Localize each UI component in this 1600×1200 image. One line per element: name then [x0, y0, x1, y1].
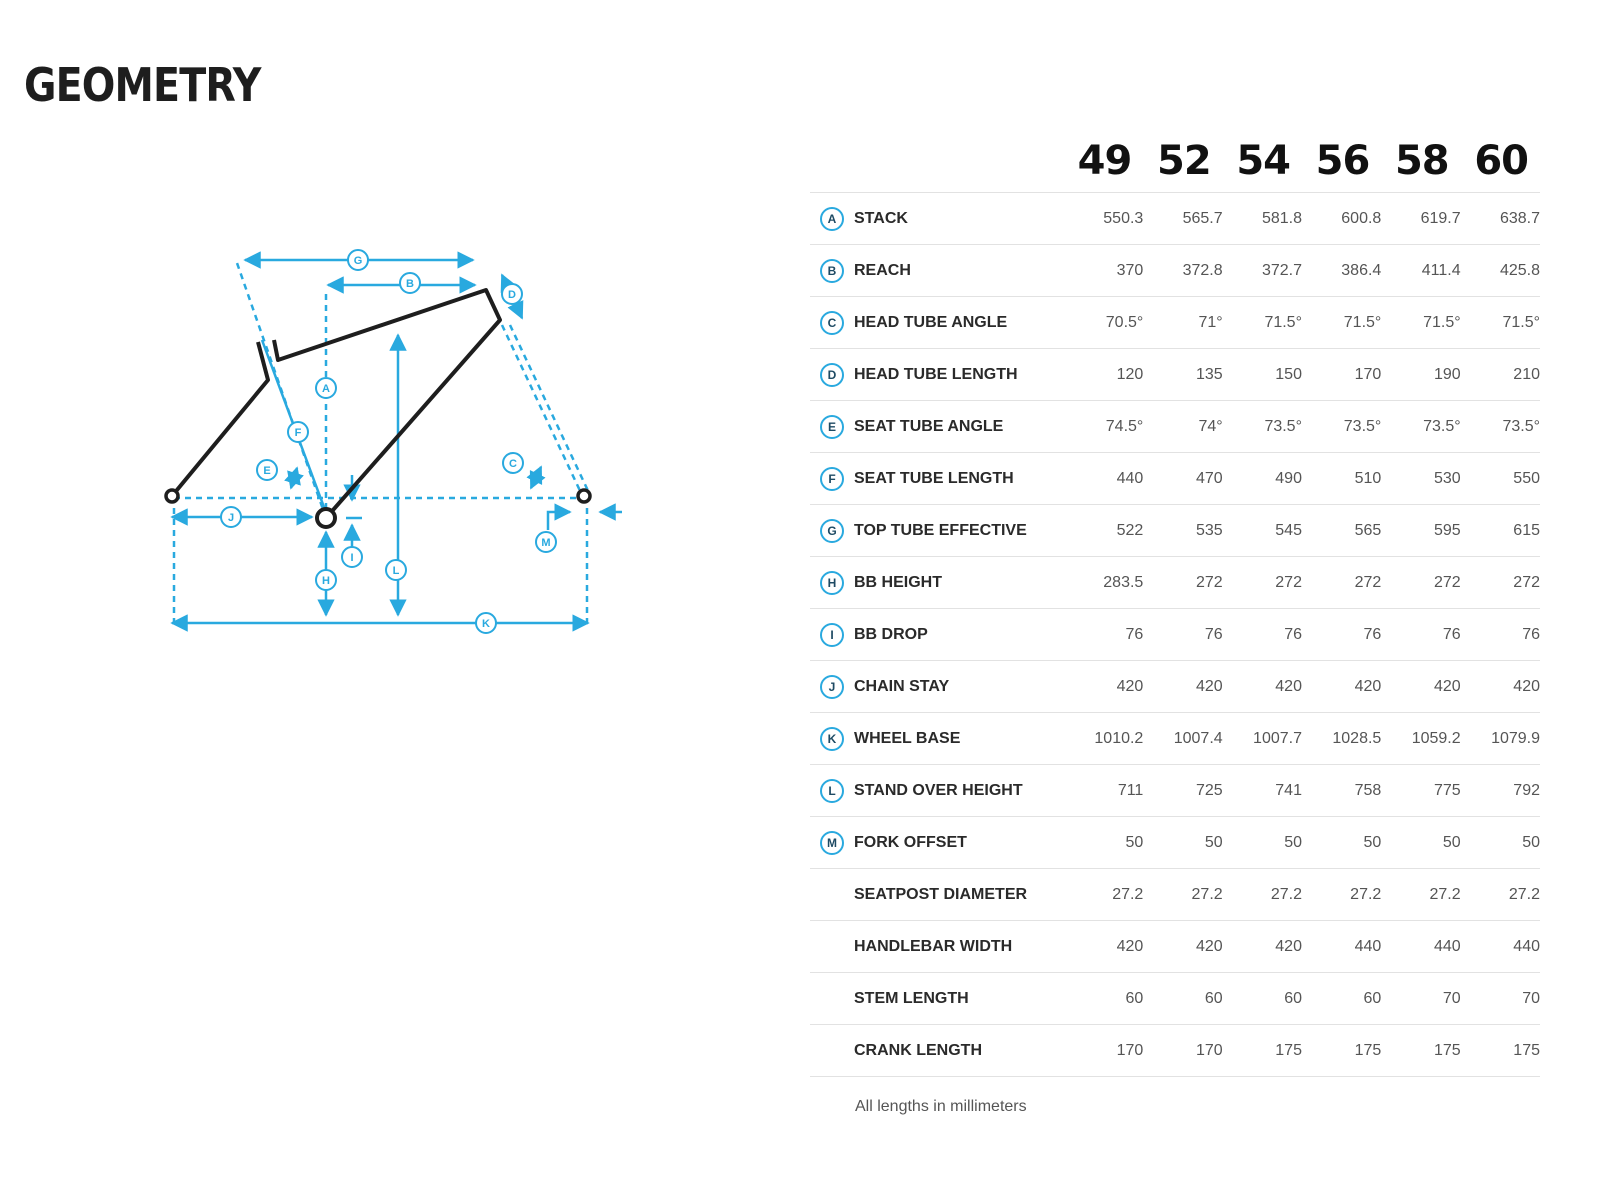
row-value: 71° [1198, 313, 1223, 331]
table-row [810, 297, 1540, 349]
table-row [810, 453, 1540, 505]
row-marker [810, 609, 854, 661]
diagram-marker [348, 250, 368, 270]
row-value: 120 [1116, 365, 1144, 383]
diagram-marker-letter: I [350, 552, 354, 564]
diagram-marker [316, 378, 336, 398]
row-label: WHEEL BASE [854, 729, 961, 747]
table-row [810, 557, 1540, 609]
row-value: 150 [1275, 365, 1302, 383]
table-row [810, 921, 1540, 973]
diagram-marker [400, 273, 420, 293]
letter-badge: J [820, 675, 844, 699]
row-value: 711 [1117, 781, 1144, 799]
diagram-marker-letter: G [353, 255, 363, 267]
size-header: 52 [1156, 138, 1211, 184]
row-value: 60 [1363, 989, 1382, 1007]
row-value: 565 [1354, 521, 1382, 539]
row-marker [810, 453, 854, 505]
diagram-marker [386, 560, 406, 580]
row-value: 50 [1284, 833, 1302, 851]
letter-badge: K [820, 727, 844, 751]
diagram-marker-letter: J [227, 512, 235, 524]
row-value: 170 [1195, 1041, 1223, 1059]
diagram-marker-letter: L [392, 565, 400, 577]
diagram-marker-letter: E [263, 465, 271, 477]
diagram-marker [476, 613, 496, 633]
diagram-marker [536, 532, 556, 552]
row-value: 71.5° [1502, 313, 1540, 331]
row-value: 27.2 [1429, 885, 1461, 903]
row-value: 440 [1354, 937, 1382, 955]
table-row [810, 973, 1540, 1025]
row-value: 70 [1442, 989, 1461, 1007]
row-value: 73.5° [1502, 417, 1540, 435]
row-value: 510 [1354, 469, 1382, 487]
row-value: 522 [1116, 521, 1144, 539]
row-value: 758 [1354, 781, 1382, 799]
row-label: STAND OVER HEIGHT [854, 781, 1023, 799]
letter-badge: M [820, 831, 844, 855]
row-value: 135 [1195, 365, 1223, 383]
row-value: 420 [1275, 677, 1302, 695]
table-row [810, 661, 1540, 713]
row-value: 372.8 [1182, 261, 1223, 279]
row-value: 1079.9 [1491, 729, 1540, 747]
row-marker [810, 661, 854, 713]
row-value: 272 [1433, 573, 1461, 591]
row-value: 175 [1354, 1041, 1382, 1059]
row-value: 272 [1354, 573, 1382, 591]
row-value: 638.7 [1499, 209, 1540, 227]
row-value: 76 [1442, 625, 1461, 643]
row-value: 76 [1125, 625, 1144, 643]
row-value: 370 [1116, 261, 1144, 279]
diagram-marker [221, 507, 241, 527]
row-value: 70 [1522, 989, 1540, 1007]
row-value: 283.5 [1103, 573, 1144, 591]
row-label: HEAD TUBE ANGLE [854, 313, 1008, 331]
row-marker [810, 713, 854, 765]
table-row [810, 349, 1540, 401]
row-value: 372.7 [1261, 261, 1302, 279]
diagram-marker-letter: C [509, 458, 517, 470]
row-marker [810, 349, 854, 401]
row-marker [810, 297, 854, 349]
row-value: 60 [1125, 989, 1144, 1007]
front-axle-icon [578, 490, 590, 502]
row-label: STEM LENGTH [854, 989, 969, 1007]
row-value: 175 [1433, 1041, 1461, 1059]
row-value: 411.4 [1421, 261, 1461, 279]
row-value: 50 [1363, 833, 1382, 851]
row-value: 440 [1433, 937, 1461, 955]
row-label: HANDLEBAR WIDTH [854, 937, 1013, 955]
row-value: 550 [1513, 469, 1540, 487]
letter-badge: C [820, 311, 844, 335]
letter-badge: E [820, 415, 844, 439]
row-value: 741 [1275, 781, 1302, 799]
diagram-markers [221, 250, 556, 633]
row-marker [810, 973, 854, 1025]
row-value: 170 [1354, 365, 1382, 383]
row-value: 27.2 [1112, 885, 1144, 903]
geometry-table-body [810, 193, 1540, 1077]
row-value: 470 [1195, 469, 1223, 487]
table-row [810, 245, 1540, 297]
row-label: FORK OFFSET [854, 833, 967, 851]
row-value: 70.5° [1105, 313, 1144, 331]
diagram-marker [288, 422, 308, 442]
diagram-marker-letter: M [541, 537, 551, 549]
row-label: CHAIN STAY [854, 677, 950, 695]
row-value: 27.2 [1191, 885, 1223, 903]
row-value: 76 [1363, 625, 1382, 643]
row-value: 175 [1275, 1041, 1302, 1059]
row-value: 535 [1195, 521, 1223, 539]
letter-badge: A [820, 207, 844, 231]
diagram-marker-letter: A [322, 383, 330, 395]
row-label: HEAD TUBE LENGTH [854, 365, 1018, 383]
row-marker [810, 817, 854, 869]
diagram-marker-letter: B [406, 278, 414, 290]
row-label: BB DROP [854, 625, 928, 643]
row-value: 71.5° [1423, 313, 1461, 331]
row-marker [810, 921, 854, 973]
units-footnote: All lengths in millimeters [855, 1098, 1027, 1115]
row-value: 1007.7 [1253, 729, 1302, 747]
row-label: BB HEIGHT [854, 573, 942, 591]
table-row [810, 713, 1540, 765]
row-value: 581.8 [1261, 209, 1302, 227]
diagram-marker-letter: F [294, 427, 302, 439]
row-value: 565.7 [1182, 209, 1223, 227]
row-value: 420 [1195, 937, 1223, 955]
letter-badge: D [820, 363, 844, 387]
row-value: 420 [1275, 937, 1302, 955]
table-row [810, 609, 1540, 661]
row-value: 775 [1433, 781, 1461, 799]
row-value: 440 [1116, 469, 1144, 487]
letter-badge: B [820, 259, 844, 283]
size-header: 60 [1474, 138, 1528, 184]
row-value: 425.8 [1499, 261, 1540, 279]
table-row [810, 765, 1540, 817]
row-marker [810, 401, 854, 453]
row-marker [810, 765, 854, 817]
geometry-diagram [150, 230, 650, 650]
row-label: TOP TUBE EFFECTIVE [854, 521, 1027, 539]
size-header: 58 [1394, 138, 1449, 184]
row-value: 74.5° [1105, 417, 1144, 435]
row-label: CRANK LENGTH [854, 1041, 982, 1059]
size-header: 49 [1077, 138, 1132, 184]
diagram-marker [503, 453, 523, 473]
row-value: 175 [1513, 1041, 1540, 1059]
table-row [810, 1025, 1540, 1077]
diagram-marker-letter: K [482, 618, 490, 630]
row-label: SEAT TUBE ANGLE [854, 417, 1004, 435]
row-value: 76 [1284, 625, 1302, 643]
diagram-marker [502, 284, 522, 304]
row-value: 1010.2 [1094, 729, 1144, 747]
table-row [810, 505, 1540, 557]
row-value: 60 [1284, 989, 1302, 1007]
row-value: 725 [1195, 781, 1223, 799]
row-value: 792 [1513, 781, 1540, 799]
row-value: 60 [1204, 989, 1223, 1007]
table-row [810, 193, 1540, 245]
row-value: 386.4 [1341, 261, 1382, 279]
row-marker [810, 245, 854, 297]
diagram-marker-letter: D [508, 289, 516, 301]
row-value: 550.3 [1103, 209, 1144, 227]
row-value: 27.2 [1350, 885, 1382, 903]
diagram-marker [257, 460, 277, 480]
row-value: 71.5° [1264, 313, 1302, 331]
letter-badge: G [820, 519, 844, 543]
row-value: 530 [1433, 469, 1461, 487]
row-value: 76 [1522, 625, 1540, 643]
rear-axle-icon [166, 490, 178, 502]
size-header: 56 [1315, 138, 1370, 184]
bottom-bracket-icon [317, 509, 335, 527]
guide-lines [174, 263, 590, 625]
row-value: 73.5° [1264, 417, 1302, 435]
row-marker [810, 1025, 854, 1077]
row-value: 272 [1513, 573, 1540, 591]
row-label: SEAT TUBE LENGTH [854, 469, 1014, 487]
diagram-marker [316, 570, 336, 590]
row-value: 190 [1433, 365, 1461, 383]
row-value: 210 [1513, 365, 1540, 383]
row-value: 420 [1513, 677, 1540, 695]
row-value: 420 [1116, 937, 1144, 955]
letter-badge: F [820, 467, 844, 491]
frame-outline [172, 290, 500, 518]
row-value: 420 [1433, 677, 1461, 695]
geometry-table [810, 130, 1540, 1077]
row-marker [810, 505, 854, 557]
row-value: 545 [1275, 521, 1302, 539]
letter-badge: H [820, 571, 844, 595]
size-header-row [810, 130, 1540, 193]
row-value: 71.5° [1343, 313, 1382, 331]
row-value: 1007.4 [1173, 729, 1223, 747]
row-value: 27.2 [1270, 885, 1302, 903]
row-value: 73.5° [1343, 417, 1382, 435]
table-row [810, 401, 1540, 453]
row-value: 74° [1198, 417, 1223, 435]
row-value: 420 [1116, 677, 1144, 695]
row-value: 1059.2 [1411, 729, 1461, 747]
row-value: 76 [1204, 625, 1223, 643]
row-marker [810, 557, 854, 609]
row-marker [810, 869, 854, 921]
row-value: 27.2 [1508, 885, 1540, 903]
row-value: 272 [1275, 573, 1302, 591]
row-value: 420 [1195, 677, 1223, 695]
row-value: 170 [1116, 1041, 1144, 1059]
row-value: 50 [1522, 833, 1540, 851]
row-label: SEATPOST DIAMETER [854, 885, 1028, 903]
row-label: STACK [854, 209, 908, 227]
row-value: 1028.5 [1332, 729, 1382, 747]
row-value: 50 [1442, 833, 1461, 851]
letter-badge: I [820, 623, 844, 647]
row-value: 490 [1275, 469, 1302, 487]
row-value: 615 [1513, 521, 1540, 539]
row-value: 272 [1195, 573, 1223, 591]
letter-badge: L [820, 779, 844, 803]
page-title: GEOMETRY [24, 58, 261, 112]
row-marker [810, 193, 854, 245]
row-value: 50 [1125, 833, 1144, 851]
table-row [810, 817, 1540, 869]
row-value: 50 [1204, 833, 1223, 851]
row-value: 595 [1433, 521, 1461, 539]
row-value: 420 [1354, 677, 1382, 695]
row-value: 73.5° [1423, 417, 1461, 435]
table-row [810, 869, 1540, 921]
row-value: 600.8 [1341, 209, 1382, 227]
row-value: 440 [1513, 937, 1540, 955]
row-label: REACH [854, 261, 911, 279]
diagram-marker-letter: H [322, 575, 330, 587]
row-value: 619.7 [1420, 209, 1461, 227]
size-header: 54 [1236, 138, 1290, 184]
diagram-marker [342, 547, 362, 567]
